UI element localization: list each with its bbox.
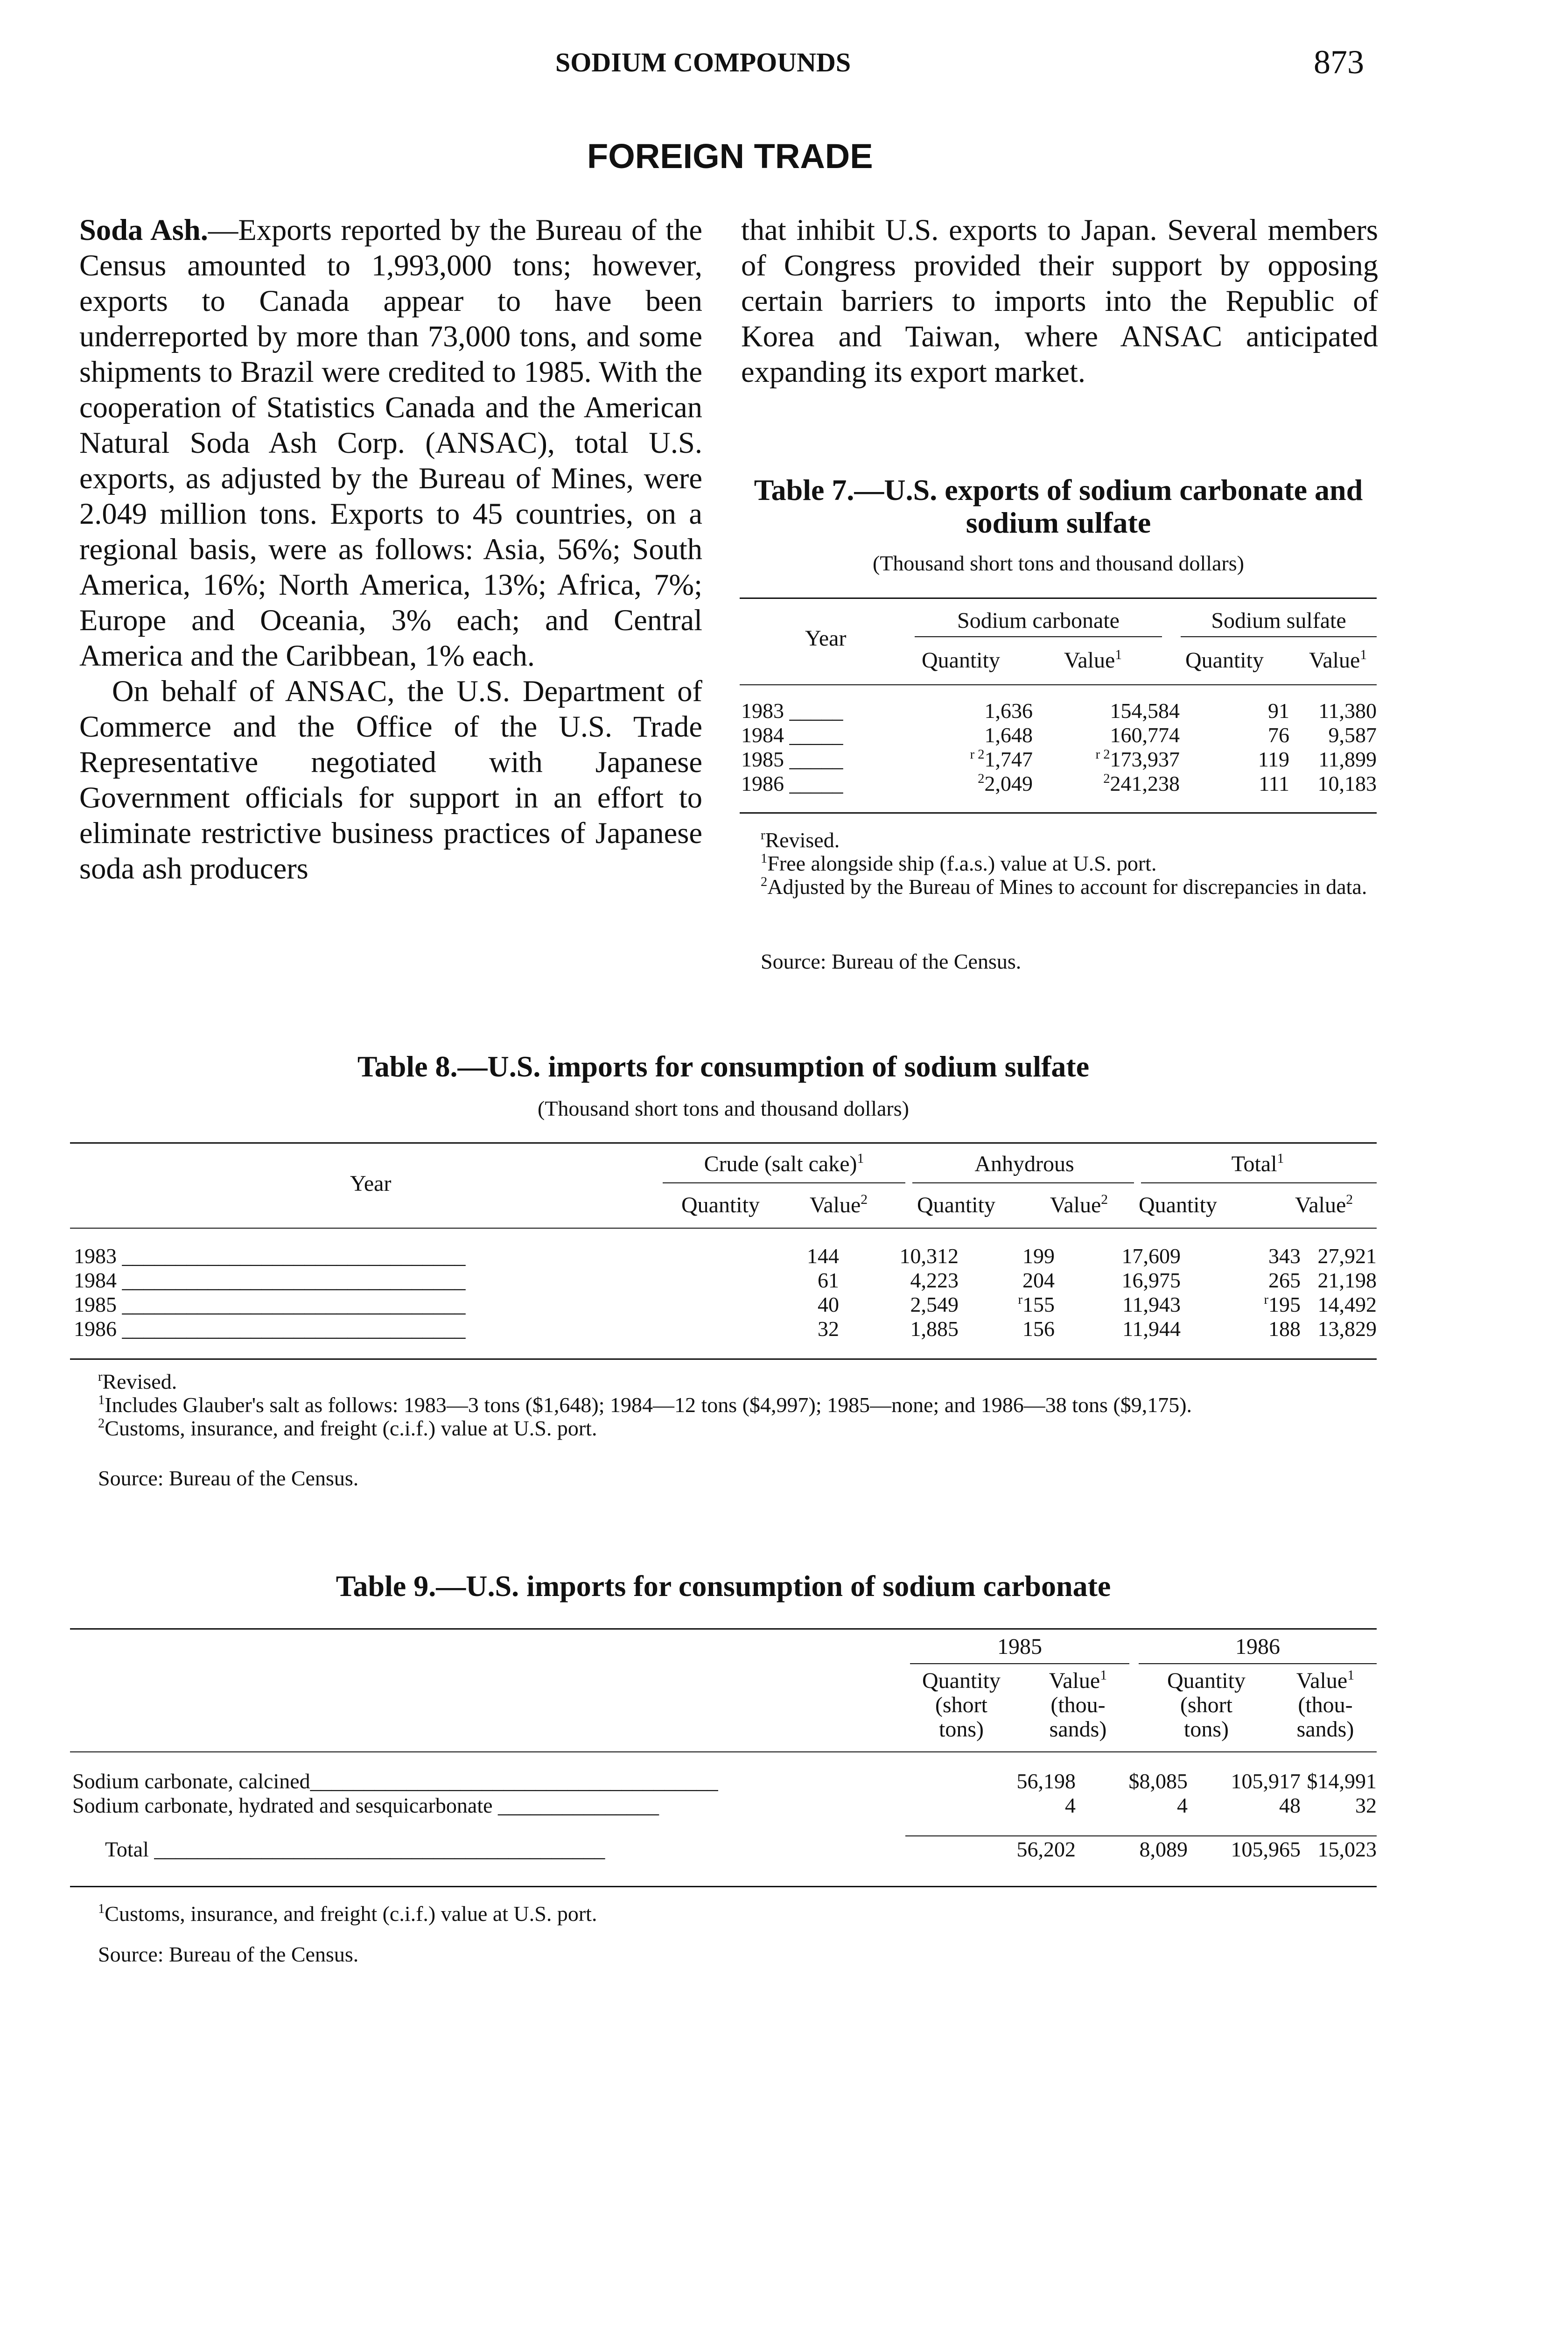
- cell-value: 56,198: [1016, 1769, 1076, 1793]
- table7-head-rule: [740, 684, 1377, 685]
- table9-body: [72, 1769, 1377, 1862]
- table8-bottom-rule: [70, 1358, 1377, 1360]
- table-total-row: [72, 1837, 1377, 1862]
- table-row: [741, 747, 1377, 772]
- cell-value: 199: [1022, 1244, 1055, 1268]
- cell-value: 17,609: [1121, 1244, 1181, 1268]
- cell-value: 27,921: [1317, 1244, 1377, 1268]
- table7-bottom-rule: [740, 812, 1377, 814]
- row-label: Sodium carbonate, calcined: [72, 1769, 310, 1793]
- table-row: [74, 1244, 1377, 1268]
- table7-head-value-1: Value$^1$: [1064, 647, 1122, 673]
- leader-dashes: ______________________________________: [310, 1769, 718, 1793]
- cell-value: 48: [1279, 1793, 1301, 1817]
- leader-dashes: ________________________________: [122, 1293, 466, 1316]
- note-mark: r 2: [1095, 747, 1110, 762]
- cell-value: 188: [1268, 1317, 1301, 1341]
- table-row: [741, 699, 1377, 723]
- table9-head-rule: [70, 1751, 1377, 1752]
- table-row: [74, 1268, 1377, 1293]
- table9-head-qty-1986: Quantity (short tons): [1167, 1668, 1246, 1742]
- cell-value: 154,584: [1110, 699, 1180, 723]
- note-mark: r: [1264, 1292, 1268, 1307]
- leader-dashes: _____: [789, 723, 843, 747]
- cell-value: 1,747: [984, 747, 1033, 771]
- table-row: [741, 723, 1377, 747]
- cell-value: 4: [1065, 1793, 1076, 1817]
- cell-value: 10,312: [899, 1244, 959, 1268]
- cell-value: 16,975: [1121, 1268, 1181, 1292]
- table9-bottom-rule: [70, 1886, 1377, 1887]
- table8-title: Table 8.—U.S. imports for consumption of sodium sulfate: [357, 1050, 1090, 1083]
- row-label: Total: [105, 1837, 149, 1861]
- table9-year-1986: 1986: [1235, 1634, 1280, 1659]
- footnote-1: $^1$Includes Glauber's salt as follows: 1983—3 tons ($1,648); 1984—12 tons ($4,997); 1985—none; and 1986—38 tons ($9,175).: [98, 1392, 1192, 1417]
- table9-top-rule: [70, 1628, 1377, 1630]
- cell-value: 119: [1258, 747, 1289, 771]
- table8-group-rule-3: [1141, 1182, 1377, 1183]
- cell-value: 204: [1022, 1268, 1055, 1292]
- table8-head-value-1: Value$^2$: [810, 1192, 868, 1217]
- paragraph-ansac: On behalf of ANSAC, the U.S. Department of Commerce and the Office of the U.S. Trade Representative negotiated with Japanese Government officials for support in an effort to eliminate restrictive business practices of Japanese soda ash producers: [79, 675, 702, 885]
- row-year: 1985: [74, 1293, 117, 1316]
- table8-head-qty-2: Quantity: [917, 1193, 995, 1217]
- table8-head-value-3: Value$^2$: [1295, 1192, 1353, 1217]
- table8-group-anhydrous: Anhydrous: [974, 1152, 1074, 1176]
- table8-subtitle: (Thousand short tons and thousand dollars): [538, 1097, 909, 1120]
- table7-head-qty-2: Quantity: [1185, 648, 1264, 673]
- leader-dashes: ________________________________: [122, 1244, 466, 1268]
- cell-value: $14,991: [1307, 1769, 1377, 1793]
- cell-value: 11,380: [1318, 699, 1377, 723]
- cell-value: 10,183: [1317, 772, 1377, 795]
- table9-title: Table 9.—U.S. imports for consumption of sodium carbonate: [336, 1569, 1111, 1603]
- paragraph-japan: that inhibit U.S. exports to Japan. Several members of Congress provided their support by opposing certain barriers to imports into the Republic of Korea and Taiwan, where ANSAC anticipated expanding its export market.: [741, 213, 1378, 388]
- table9-year-rule-2: [1139, 1663, 1377, 1664]
- table9-year-rule-1: [910, 1663, 1129, 1664]
- cell-value: 1,636: [984, 699, 1033, 723]
- cell-value: 343: [1268, 1244, 1301, 1268]
- note-mark: r 2: [970, 747, 985, 762]
- cell-value: 1,648: [984, 723, 1033, 747]
- table8-group-total: Total$^1$: [1231, 1151, 1284, 1176]
- table-row: [74, 1317, 1377, 1341]
- footnote-2: $^2$Customs, insurance, and freight (c.i.f.) value at U.S. port.: [98, 1416, 597, 1440]
- row-year: 1986: [741, 772, 784, 795]
- cell-value: 32: [818, 1317, 839, 1341]
- table9-source: Source: Bureau of the Census.: [98, 1942, 359, 1966]
- section-title: FOREIGN TRADE: [587, 137, 873, 176]
- table-row: [72, 1793, 1377, 1818]
- cell-value: 56,202: [1016, 1837, 1076, 1861]
- table9-head-qty-1985: Quantity (short tons): [922, 1668, 1001, 1742]
- table7-top-rule: [740, 598, 1377, 599]
- table9-footnote-1: $^1$Customs, insurance, and freight (c.i.f.) value at U.S. port.: [98, 1901, 597, 1926]
- table8-group-rule-1: [663, 1182, 905, 1183]
- table7-group-rule-1: [915, 636, 1162, 637]
- table7-group-sodium-sulfate: Sodium sulfate: [1211, 608, 1346, 633]
- table7-head-qty-1: Quantity: [922, 648, 1000, 673]
- table7-title: Table 7.—U.S. exports of sodium carbonate and sodium sulfate: [754, 473, 1363, 539]
- cell-value: 32: [1355, 1793, 1377, 1817]
- table7-group-sodium-carbonate: Sodium carbonate: [957, 608, 1120, 633]
- row-year: 1983: [741, 699, 784, 723]
- table-row: [72, 1769, 1377, 1793]
- cell-value: 21,198: [1317, 1268, 1377, 1292]
- paragraph-lead: Soda Ash.: [79, 213, 208, 246]
- cell-value: 105,965: [1231, 1837, 1301, 1861]
- cell-value: 156: [1022, 1317, 1055, 1341]
- cell-value: 195: [1268, 1293, 1301, 1316]
- running-title: SODIUM COMPOUNDS: [555, 47, 851, 77]
- cell-value: 4: [1177, 1793, 1188, 1817]
- cell-value: 91: [1268, 699, 1289, 723]
- row-year: 1984: [74, 1268, 117, 1292]
- leader-dashes: __________________________________________: [154, 1837, 605, 1861]
- leader-dashes: _____: [789, 772, 843, 795]
- table7-subtitle: (Thousand short tons and thousand dollars): [873, 551, 1244, 575]
- cell-value: 2,549: [910, 1293, 959, 1316]
- table7-body: [741, 699, 1377, 796]
- cell-value: 155: [1022, 1293, 1055, 1316]
- cell-value: 11,899: [1318, 747, 1377, 771]
- row-year: 1985: [741, 747, 784, 771]
- cell-value: 14,492: [1317, 1293, 1377, 1316]
- table8-footnotes: [98, 1370, 1377, 1440]
- table7-source: Source: Bureau of the Census.: [761, 949, 1022, 973]
- table8-body: [74, 1244, 1377, 1341]
- table8-head-rule: [70, 1228, 1377, 1229]
- cell-value: 61: [818, 1268, 839, 1292]
- table7-group-rule-2: [1181, 636, 1377, 637]
- cell-value: $8,085: [1128, 1769, 1188, 1793]
- footnote-1: $^1$Free alongside ship (f.a.s.) value at U.S. port.: [761, 851, 1157, 875]
- table9-year-1985: 1985: [997, 1634, 1042, 1659]
- cell-value: 11,944: [1122, 1317, 1181, 1341]
- cell-value: 265: [1268, 1268, 1301, 1292]
- table8-top-rule: [70, 1142, 1377, 1144]
- cell-value: 173,937: [1110, 747, 1180, 771]
- table-spacer-row: [72, 1818, 1377, 1837]
- table8-source: Source: Bureau of the Census.: [98, 1466, 359, 1490]
- cell-value: 15,023: [1317, 1837, 1377, 1861]
- leader-dashes: _____: [789, 747, 843, 771]
- table-row: [741, 772, 1377, 796]
- note-mark: 2: [1103, 771, 1110, 786]
- table7-head-value-2: Value$^1$: [1309, 647, 1367, 673]
- leader-dashes: ________________________________: [122, 1268, 466, 1292]
- left-text-column: [79, 212, 702, 886]
- table8-head-value-2: Value$^2$: [1050, 1192, 1108, 1217]
- cell-value: 144: [807, 1244, 839, 1268]
- note-mark: r: [1018, 1292, 1022, 1307]
- table8-group-crude: Crude (salt cake)$^1$: [704, 1151, 864, 1176]
- paragraph-soda-ash: [79, 212, 702, 674]
- page-number: 873: [1314, 43, 1364, 81]
- cell-value: 241,238: [1110, 772, 1180, 795]
- table7-col-year: Year: [805, 626, 847, 651]
- leader-dashes: ________________________________: [122, 1317, 466, 1341]
- row-year: 1983: [74, 1244, 117, 1268]
- table9-head-value-1985: Value$^1$ (thou- sands): [1049, 1667, 1107, 1742]
- footnote-2: $^2$Adjusted by the Bureau of Mines to account for discrepancies in data.: [761, 874, 1367, 899]
- cell-value: 76: [1268, 723, 1289, 747]
- right-text-column: [741, 212, 1378, 390]
- leader-dashes: _______________: [498, 1793, 659, 1817]
- cell-value: 40: [818, 1293, 839, 1316]
- cell-value: 2,049: [984, 772, 1033, 795]
- table8-head-qty-1: Quantity: [681, 1193, 760, 1217]
- leader-dashes: _____: [789, 699, 843, 723]
- footnote-revised: $^r$Revised.: [98, 1369, 177, 1393]
- note-mark: 2: [978, 771, 985, 786]
- row-year: 1986: [74, 1317, 117, 1341]
- cell-value: 1,885: [910, 1317, 959, 1341]
- table7-footnotes: [761, 829, 1377, 899]
- cell-value: 4,223: [910, 1268, 959, 1292]
- row-year: 1984: [741, 723, 784, 747]
- cell-value: 9,587: [1328, 723, 1377, 747]
- table-row: [74, 1293, 1377, 1317]
- cell-value: 105,917: [1231, 1769, 1301, 1793]
- footnote-revised: $^r$Revised.: [761, 828, 840, 852]
- table8-head-qty-3: Quantity: [1139, 1193, 1217, 1217]
- table8-col-year: Year: [350, 1171, 392, 1196]
- table9-total-rule: [905, 1835, 1377, 1836]
- cell-value: 160,774: [1110, 723, 1180, 747]
- table8-group-rule-2: [912, 1182, 1134, 1183]
- row-label: Sodium carbonate, hydrated and sesquicarbonate: [72, 1793, 493, 1817]
- paragraph-body: —Exports reported by the Bureau of the Census amounted to 1,993,000 tons; however, exports to Canada appear to have been underreported by more than 73,000 tons, and some shipments to Brazil were credited to 1985. With the cooperation of Statistics Canada and the American Natural Soda Ash Corp. (ANSAC), total U.S. exports, as adjusted by the Bureau of Mines, were 2.049 million tons. Exports to 45 countries, on a regional basis, were as follows: Asia, 56%; South America, 16%; North America, 13%; Africa, 7%; Europe and Oceania, 3% each; and Central America and the Caribbean, 1% each.: [79, 213, 702, 672]
- cell-value: 8,089: [1139, 1837, 1188, 1861]
- cell-value: 13,829: [1317, 1317, 1377, 1341]
- cell-value: 111: [1259, 772, 1289, 795]
- table9-head-value-1986: Value$^1$ (thou- sands): [1296, 1667, 1355, 1742]
- cell-value: 11,943: [1122, 1293, 1181, 1316]
